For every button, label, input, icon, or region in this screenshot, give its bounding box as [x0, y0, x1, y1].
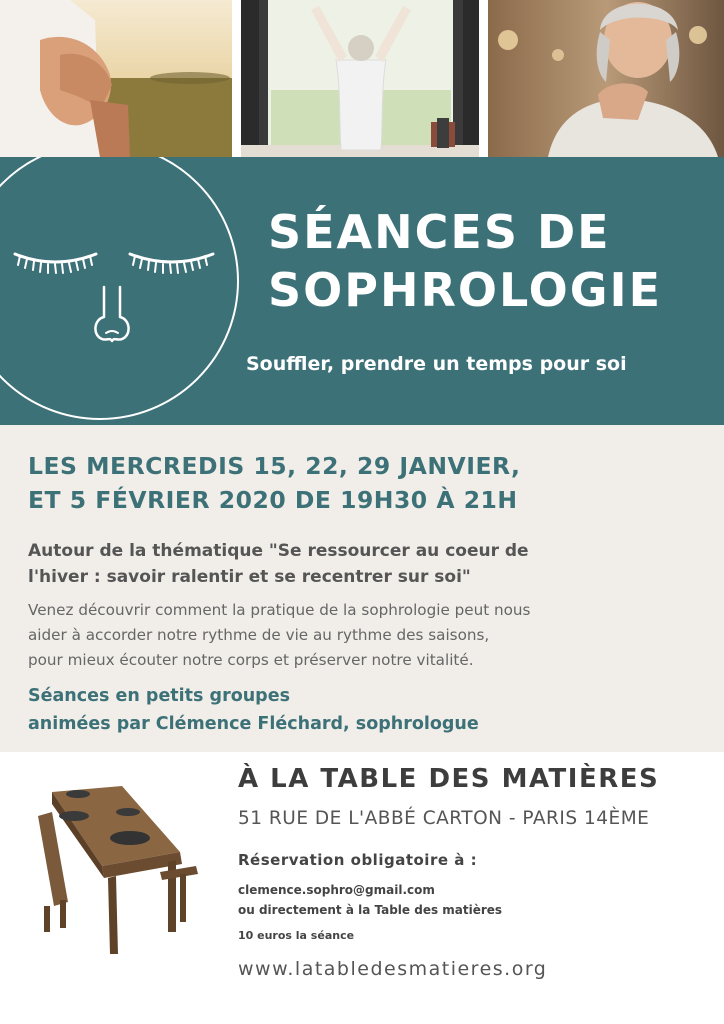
photo-strip: [0, 0, 724, 157]
venue-address: 51 RUE DE L'ABBÉ CARTON - PARIS 14ÈME: [238, 808, 650, 829]
page-title: [268, 203, 662, 319]
groups-text: [28, 682, 479, 738]
schedule-dates: [28, 449, 520, 517]
theme-line-1: Autour de la thématique "Se ressourcer au coeur de: [28, 541, 529, 561]
theme-text: [28, 538, 529, 590]
tagline: Souffler, prendre un temps pour soi: [246, 353, 627, 375]
description-line-1: Venez découvrir comment la pratique de la sophrologie peut nous: [28, 601, 531, 619]
theme-line-2: l'hiver : savoir ralentir et se recentrer sur soi": [28, 567, 471, 587]
title-line-2: SOPHROLOGIE: [268, 263, 663, 317]
table-photo: [30, 782, 200, 962]
contact-email[interactable]: clemence.sophro@gmail.com: [238, 883, 435, 897]
groups-line-1: Séances en petits groupes: [28, 686, 290, 706]
description-text: [28, 598, 530, 673]
reservation-contact: [238, 880, 502, 920]
photo-hands-on-chest: [0, 0, 232, 157]
description-line-3: pour mieux écouter notre corps et préserver notre vitalité.: [28, 651, 474, 669]
closed-eyes-face-icon: [0, 157, 250, 425]
contact-alternative: ou directement à la Table des matières: [238, 903, 503, 917]
website-link[interactable]: www.latabledesmatieres.org: [238, 958, 548, 980]
price-text: 10 euros la séance: [238, 929, 355, 942]
venue-name: À LA TABLE DES MATIÈRES: [238, 764, 660, 794]
title-line-1: SÉANCES DE: [268, 205, 611, 259]
schedule-line-1: LES MERCREDIS 15, 22, 29 JANVIER,: [28, 452, 521, 480]
reservation-heading: Réservation obligatoire à :: [238, 851, 478, 869]
photo-woman-relaxing: [488, 0, 724, 157]
groups-line-2: animées par Clémence Fléchard, sophrologue: [28, 714, 479, 734]
schedule-line-2: ET 5 FÉVRIER 2020 DE 19H30 À 21H: [28, 486, 518, 514]
photo-window-stretch: [241, 0, 479, 157]
info-section: [0, 425, 724, 752]
title-band: [0, 157, 724, 425]
description-line-2: aider à accorder notre rythme de vie au rythme des saisons,: [28, 626, 490, 644]
